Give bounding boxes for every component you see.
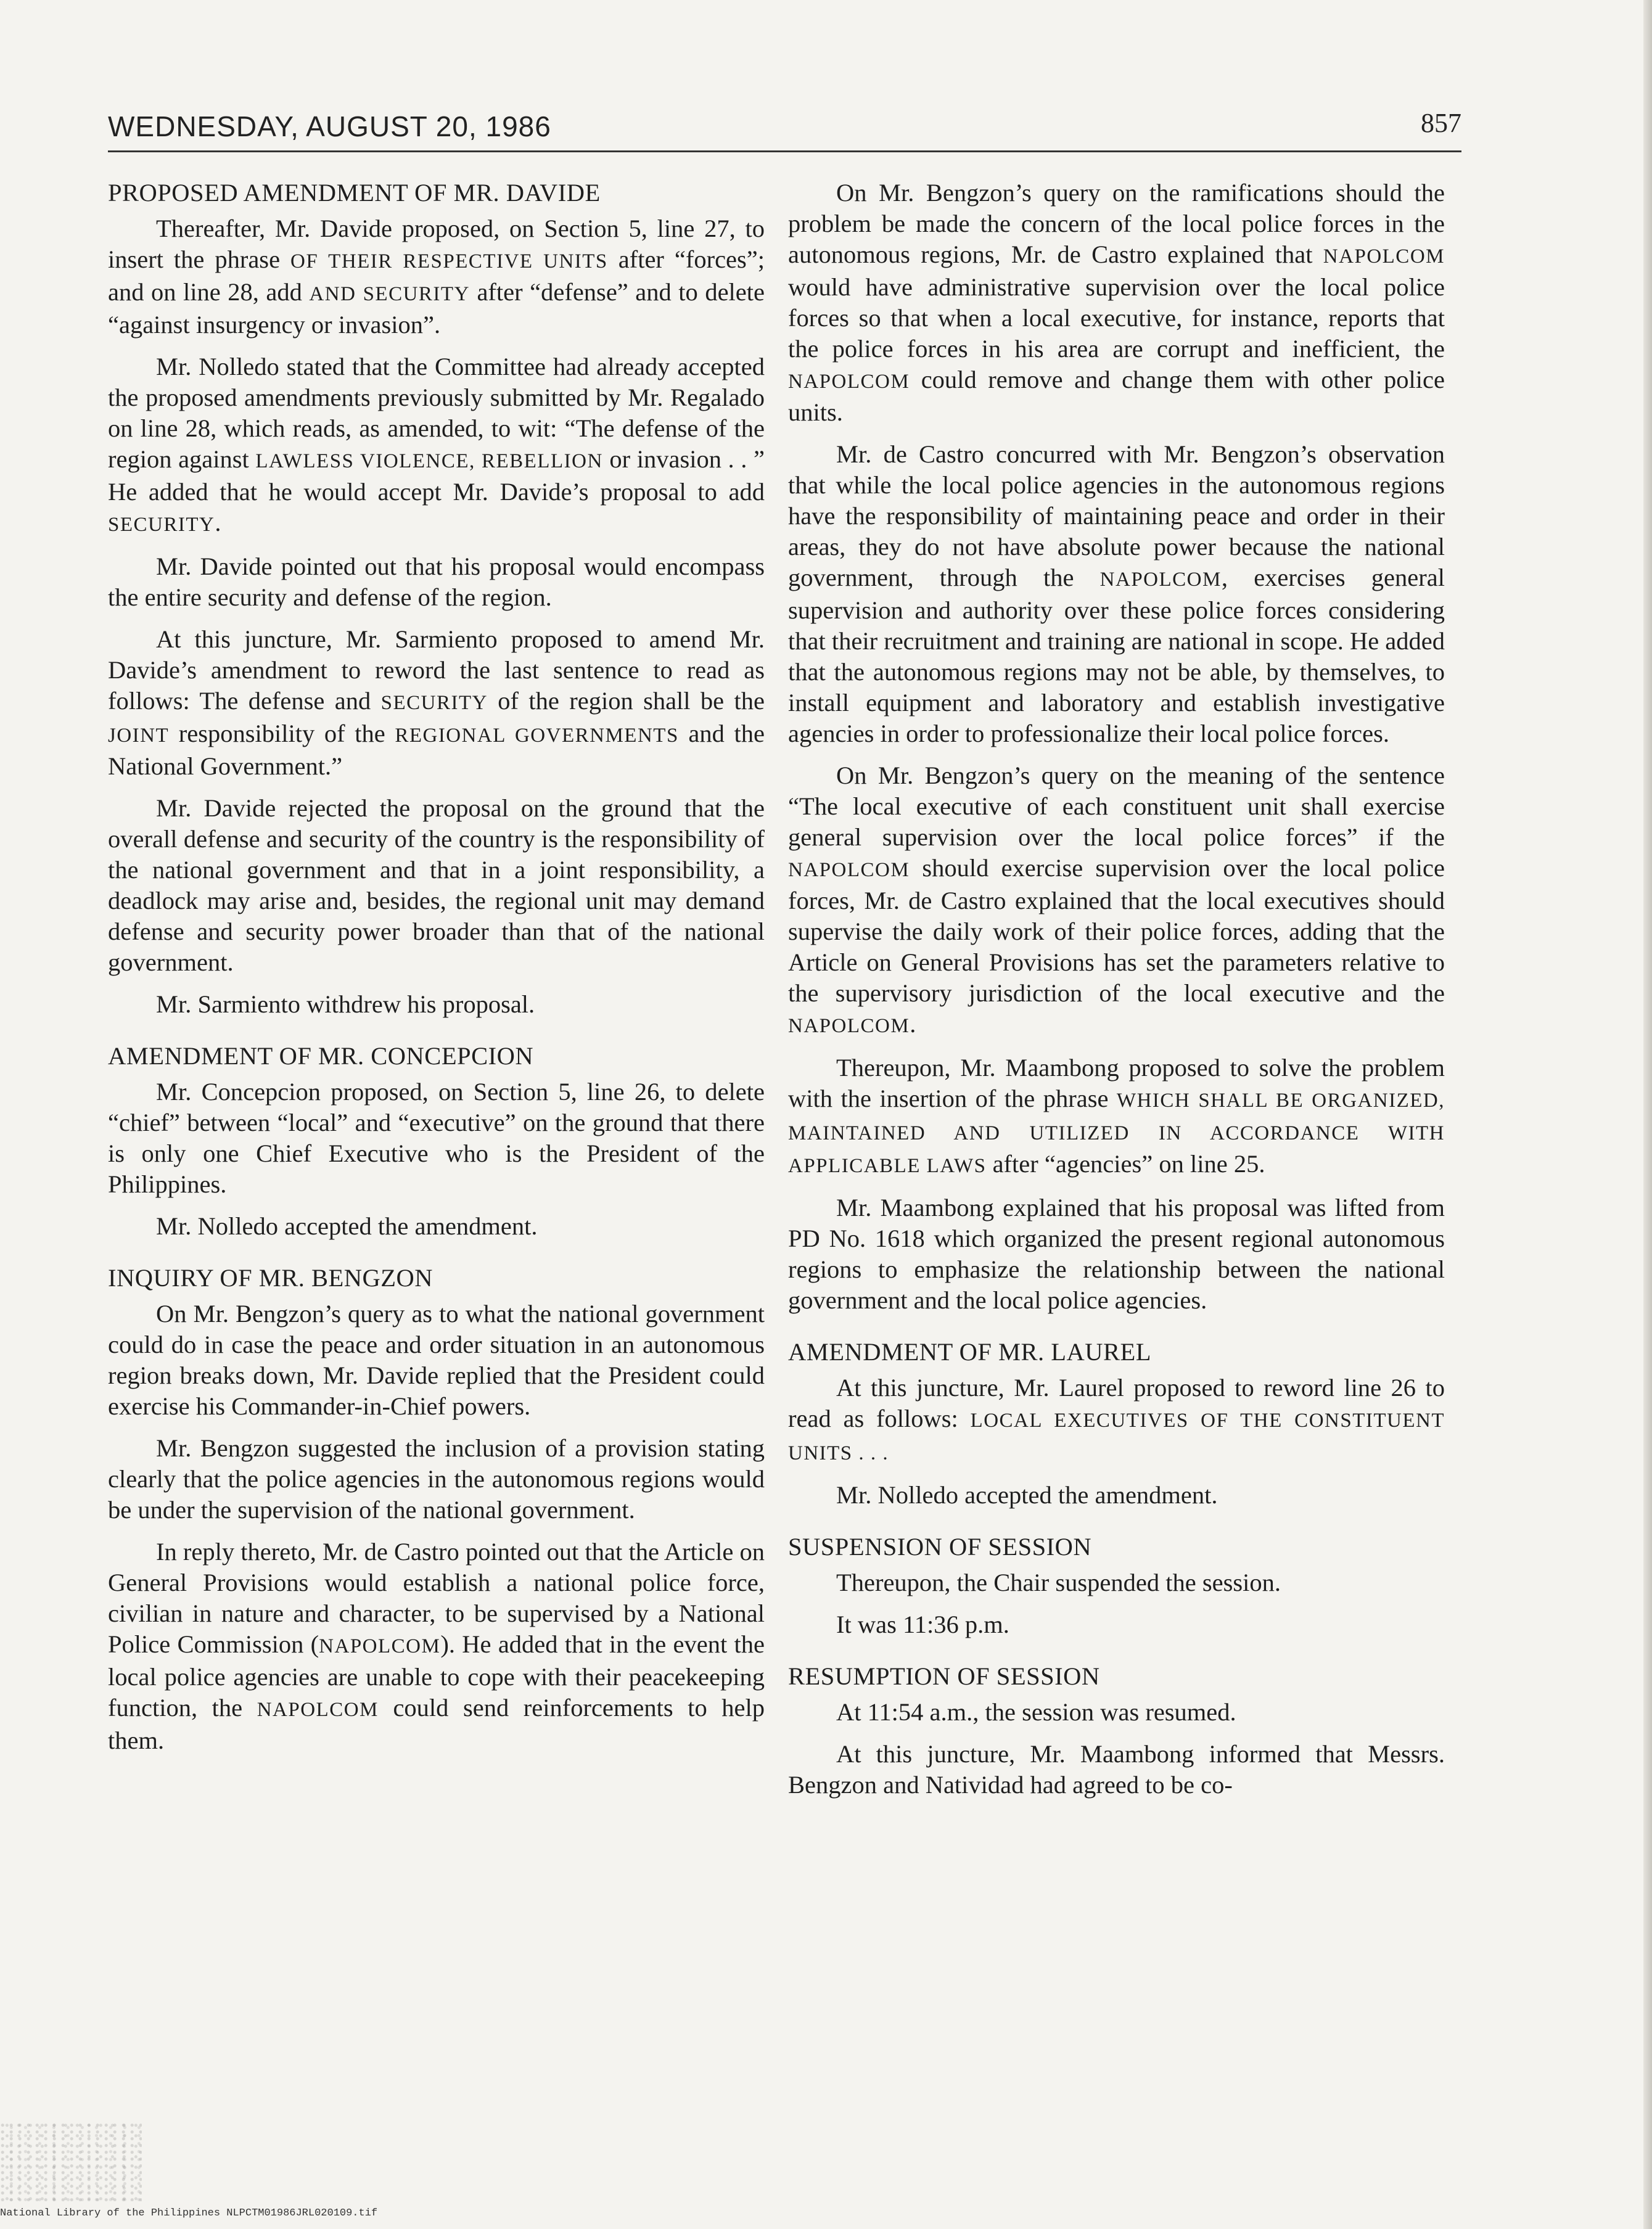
header-date: WEDNESDAY, AUGUST 20, 1986 [108,110,551,142]
paragraph: Mr. Concepcion proposed, on Section 5, line 26, to delete “chief” between “local” and “executive” on the ground that there is only one Chief Executive who is the President of the Philippines. [108,1078,765,1198]
paragraph: Mr. Maambong explained that his proposal was lifted from PD No. 1618 which organized the present regional autonomous regions to emphasize the relationship between the national government and the local police agencies. [788,1194,1445,1314]
section-heading: AMENDMENT OF MR. LAUREL [788,1338,1152,1366]
section-heading: RESUMPTION OF SESSION [788,1662,1100,1690]
paragraph: At this juncture, Mr. Laurel proposed to reword line 26 to read as follows: LOCAL EXECUTIVES OF THE CONSTITUENT UNITS . . . [788,1374,1445,1464]
right-column [788,178,1445,1812]
paragraph: Mr. Sarmiento withdrew his proposal. [156,990,535,1018]
paragraph: Mr. Davide rejected the proposal on the ground that the overall defense and security of the country is the responsibility of the national government and that in a joint responsibility, a deadlock may arise and, besides, the regional unit may demand defense and security power broader than that of the national government. [108,794,765,976]
paragraph: Mr. Bengzon suggested the inclusion of a provision stating clearly that the police agencies in the autonomous regions would be under the supervision of the national government. [108,1434,765,1524]
paragraph: Mr. Davide pointed out that his proposal would encompass the entire security and defense of the region. [108,552,765,611]
section-heading: INQUIRY OF MR. BENGZON [108,1264,434,1292]
paragraph: On Mr. Bengzon’s query as to what the national government could do in case the peace and order situation in an autonomous region breaks down, Mr. Davide replied that the President could exercise his Commander-in-Chief powers. [108,1300,765,1420]
paragraph: At this juncture, Mr. Sarmiento proposed to amend Mr. Davide’s amendment to reword the last sentence to read as follows: The defense and SECURITY of the region shall be the JOINT responsibility of the REGIONAL GOVERNMENTS and the National Government.” [108,625,765,780]
paragraph: Thereafter, Mr. Davide proposed, on Section 5, line 27, to insert the phrase OF THEIR RESPECTIVE UNITS after “forces”; and on line 28, add AND SECURITY after “defense” and to delete “against insurgency or invasion”. [108,215,765,339]
section-heading: AMENDMENT OF MR. CONCEPCION [108,1042,534,1070]
scan-noise [0,2121,142,2201]
left-column [108,178,765,1767]
paragraph: Mr. Nolledo accepted the amendment. [156,1212,538,1240]
section-heading: PROPOSED AMENDMENT OF MR. DAVIDE [108,179,601,207]
paragraph: On Mr. Bengzon’s query on the meaning of the sentence “The local executive of each constituent unit shall exercise general supervision over the local police forces” if the NAPOLCOM should exercise supervision over the local police forces, Mr. de Castro explained that the local executives should supervise the daily work of their police forces, adding that the Article on General Provisions has set the parameters relative to the supervisory jurisdiction of the local executive and the NAPOLCOM. [788,761,1445,1038]
page-header [108,110,1461,153]
paragraph: It was 11:36 p.m. [836,1611,1009,1638]
paragraph: Mr. Nolledo accepted the amendment. [836,1481,1218,1509]
paragraph: Thereupon, the Chair suspended the session. [836,1569,1281,1596]
paragraph: At 11:54 a.m., the session was resumed. [836,1698,1236,1726]
archive-stamp: National Library of the Philippines NLPCTM01986JRL020109.tif [0,2207,378,2219]
page-number: 857 [1421,108,1461,138]
paragraph: Thereupon, Mr. Maambong proposed to solve the problem with the insertion of the phrase WHICH SHALL BE ORGANIZED, MAINTAINED AND UTILIZED IN ACCORDANCE WITH APPLICABLE LAWS after “agencies” on line 25. [788,1054,1445,1178]
paragraph: At this juncture, Mr. Maambong informed that Messrs. Bengzon and Natividad had agreed to be co- [788,1740,1445,1799]
paragraph: Mr. Nolledo stated that the Committee had already accepted the proposed amendments previously submitted by Mr. Regalado on line 28, which reads, as amended, to wit: “The defense of the region against LAWLESS VIOLENCE, REBELLION or invasion . . ” He added that he would accept Mr. Davide’s proposal to add SECURITY. [108,353,765,536]
paragraph: On Mr. Bengzon’s query on the ramifications should the problem be made the concern of the local police forces in the autonomous regions, Mr. de Castro explained that NAPOLCOM would have administrative supervision over the local police forces so that when a local executive, for instance, reports that the police forces in his area are corrupt and inefficient, the NAPOLCOM could remove and change them with other police units. [788,179,1445,426]
section-heading: SUSPENSION OF SESSION [788,1533,1092,1561]
paragraph: In reply thereto, Mr. de Castro pointed out that the Article on General Provisions would establish a national police force, civilian in nature and character, to be supervised by a National Police Commission (NAPOLCOM). He added that in the event the local police agencies are unable to cope with their peacekeeping function, the NAPOLCOM could send reinforcements to help them. [108,1538,765,1754]
header-rule [108,150,1461,152]
paragraph: Mr. de Castro concurred with Mr. Bengzon’s observation that while the local police agencies in the autonomous regions have the responsibility of maintaining peace and order in their areas, they do not have absolute power because the national government, through the NAPOLCOM, exercises general supervision and authority over these police forces considering that their recruitment and training are national in scope. He added that the autonomous regions may not be able, by themselves, to install equipment and laboratory and establish investigative agencies in order to professionalize their local police forces. [788,440,1445,747]
page-edge-shadow [1643,0,1652,2229]
